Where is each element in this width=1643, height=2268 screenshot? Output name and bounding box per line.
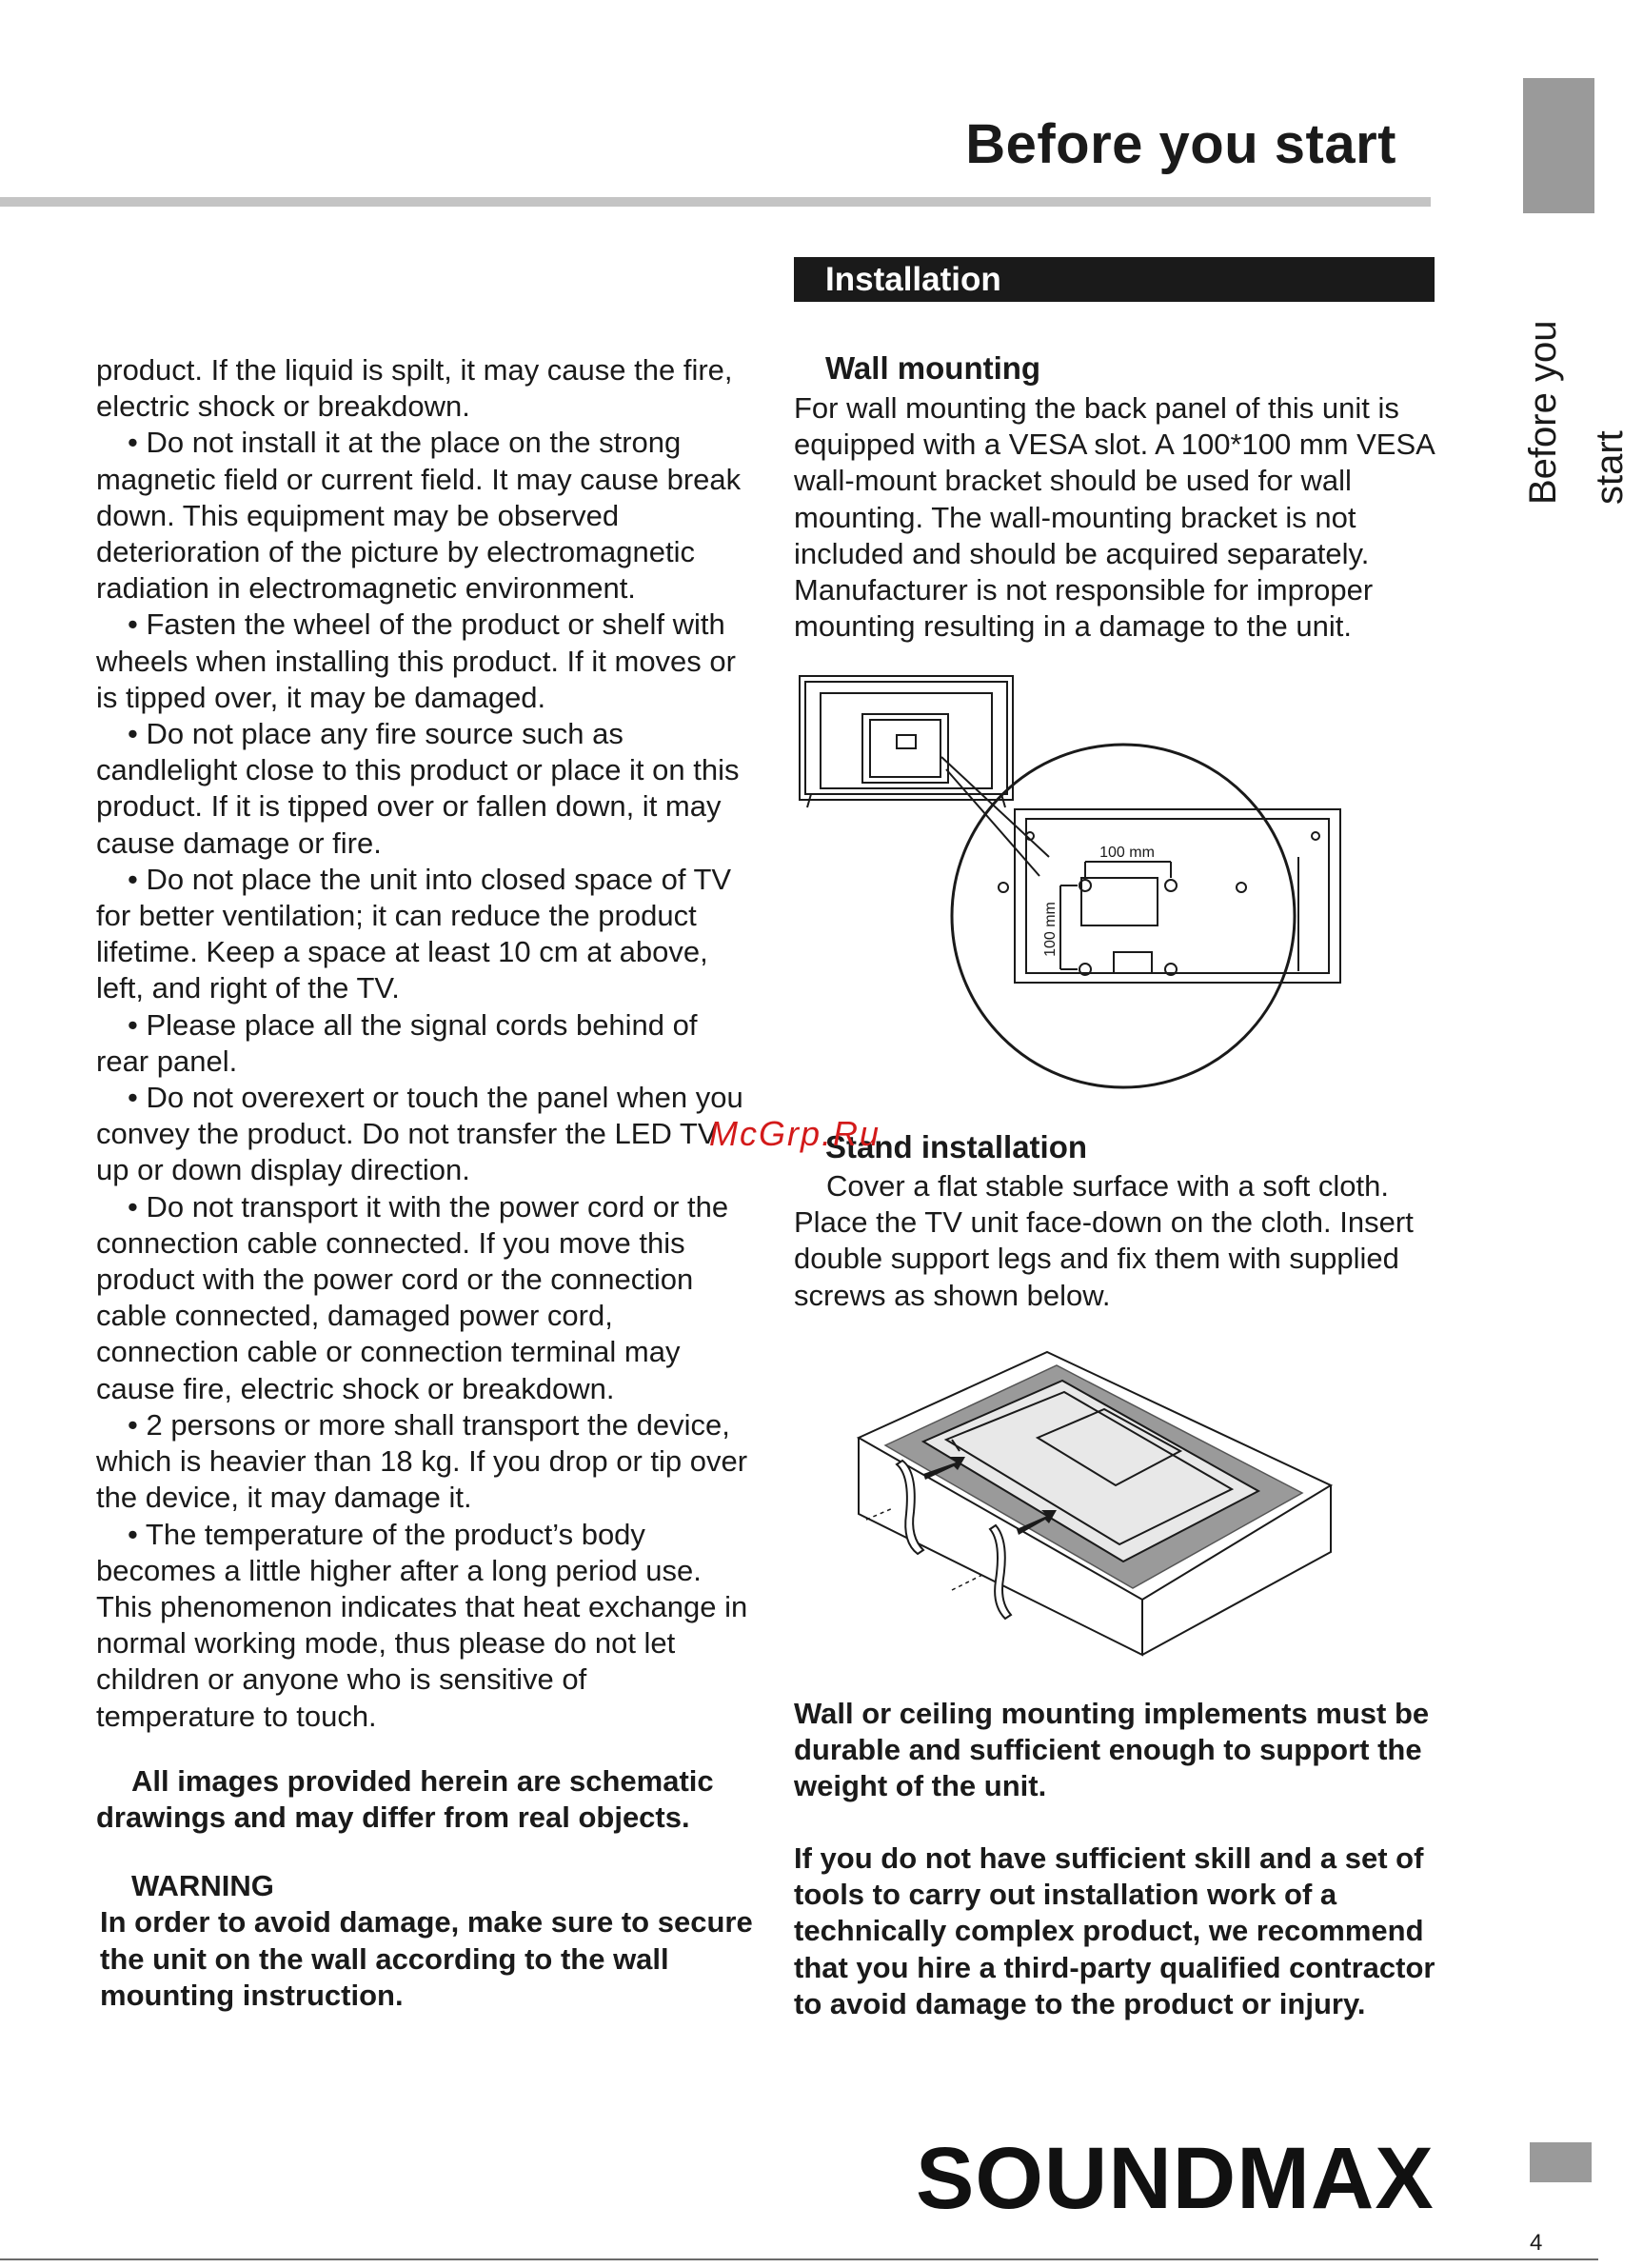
warning-heading: WARNING [131, 1869, 274, 1903]
page-number: 4 [1530, 2230, 1543, 2256]
stand-installation-title: Stand installation [825, 1129, 1088, 1164]
bullet-item: • Do not place any fire source such as candlelight close to this product or place it on this product. If it is tipped over or fallen down, it may cause damage or fire. [96, 717, 740, 860]
bullet-item: • 2 persons or more shall transport the device, which is heavier than 18 kg. If you drop or tip over the device, it may damage it. [96, 1407, 748, 1515]
wall-mounting-text: For wall mounting the back panel of this unit is equipped with a VESA slot. A 100*100 mm VESA wall-mount bracket should be used for wall mounting. The wall-mounting bracket is not included and should be acquired separately. Manufacturer is not responsible for improper mounting resulting in a damage to the unit. [794, 391, 1435, 644]
bottom-divider [0, 2258, 1598, 2260]
diagram-label-horizontal: 100 mm [1099, 845, 1155, 861]
bullet-item: • Please place all the signal cords behind of rear panel. [96, 1007, 698, 1078]
schematic-note-text: All images provided herein are schematic drawings and may differ from real objects. [96, 1763, 714, 1834]
bullet-item: • Do not install it at the place on the strong magnetic field or current field. It may cause break down. This equipment may be observed deterioration of the picture by electromagnetic radiation in electromagnetic environment. [96, 426, 742, 606]
page-tab-marker [1530, 2142, 1592, 2182]
diagram-label-vertical: 100 mm [1042, 902, 1059, 957]
side-tab-label: Before you start [1522, 320, 1631, 505]
bullet-item: • Do not place the unit into closed space of TV for better ventilation; it can reduce the product lifetime. Keep a space at least 10 cm at above, left, and right of the TV. [96, 862, 732, 1005]
left-column [96, 352, 753, 2014]
stand-installation-diagram [847, 1333, 1342, 1657]
header-divider [0, 197, 1431, 207]
brand-logo: SOUNDMAX [916, 2130, 1435, 2227]
wall-mounting-title: Wall mounting [825, 350, 1041, 386]
page-title: Before you start [965, 113, 1396, 175]
paragraph: product. If the liquid is spilt, it may cause the fire, electric shock or breakdown. [96, 353, 733, 424]
watermark: McGrp.Ru [709, 1114, 881, 1153]
bullet-item: • The temperature of the product’s body becomes a little higher after a long period use. This phenomenon indicates that heat exchange in normal working mode, thus please do not let children or anyone who is sensitive of temperature to touch. [96, 1517, 748, 1733]
stand-installation-text: Cover a flat stable surface with a soft cloth. Place the TV unit face-down on the cloth. Insert double support legs and fix them with supplied screws as shown below. [794, 1169, 1414, 1312]
side-tab-marker [1523, 78, 1594, 213]
bullet-item: • Fasten the wheel of the product or shelf with wheels when installing this product. If it moves or is tipped over, it may be damaged. [96, 607, 736, 714]
section-title: Installation [825, 261, 1001, 298]
schematic-note [96, 1763, 753, 1836]
warning-text: In order to avoid damage, make sure to secure the unit on the wall according to the wall mounting instruction. [100, 1905, 753, 2012]
mounting-implements-note: Wall or ceiling mounting implements must be durable and sufficient enough to support the weight of the unit. [794, 1697, 1430, 1803]
contractor-note: If you do not have sufficient skill and a set of tools to carry out installation work of a technically complex product, we recommend that you hire a third-party qualified contractor to avoid damage to the product or injury. [794, 1841, 1435, 2020]
wall-mounting-diagram [794, 666, 1384, 1114]
bullet-item: • Do not overexert or touch the panel when you convey the product. Do not transfer the LED TV up or down display direction. [96, 1081, 743, 1187]
bullet-item: • Do not transport it with the power cord or the connection cable connected. If you move this product with the power cord or the connection cable connected, damaged power cord, connection cable or connection terminal may cause fire, electric shock or breakdown. [96, 1189, 729, 1405]
